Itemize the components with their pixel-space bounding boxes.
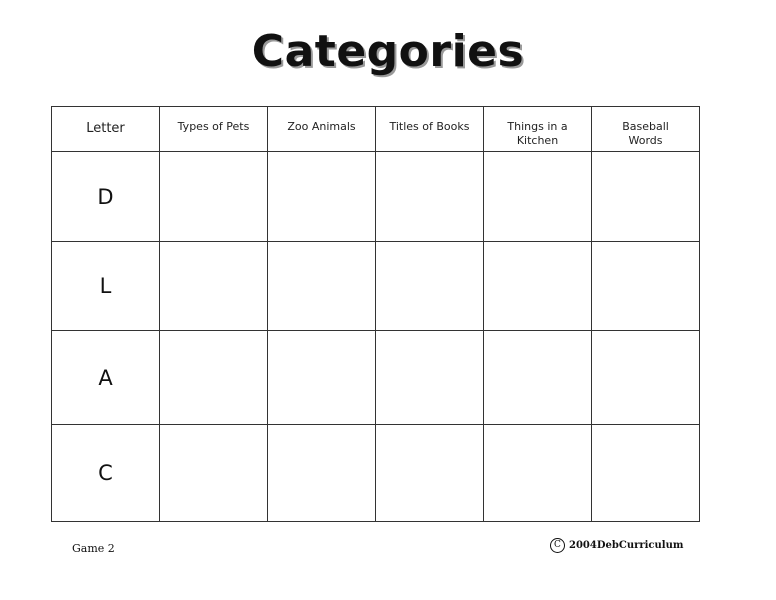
table-row — [52, 425, 700, 522]
answer-cell[interactable] — [376, 242, 484, 331]
header-zoo-animals: Zoo Animals — [268, 107, 376, 152]
answer-cell[interactable] — [592, 331, 700, 425]
letter-cell: C — [52, 425, 160, 522]
answer-cell[interactable] — [592, 425, 700, 522]
header-titles-of-books: Titles of Books — [376, 107, 484, 152]
answer-cell[interactable] — [484, 331, 592, 425]
answer-cell[interactable] — [484, 425, 592, 522]
answer-cell[interactable] — [160, 425, 268, 522]
categories-table — [51, 106, 700, 522]
answer-cell[interactable] — [592, 242, 700, 331]
answer-cell[interactable] — [376, 425, 484, 522]
header-baseball-words: Baseball Words — [592, 107, 700, 152]
answer-cell[interactable] — [160, 152, 268, 242]
answer-cell[interactable] — [160, 331, 268, 425]
table-row — [52, 152, 700, 242]
answer-cell[interactable] — [592, 152, 700, 242]
answer-cell[interactable] — [268, 331, 376, 425]
answer-cell[interactable] — [268, 152, 376, 242]
game-number: Game 2 — [72, 542, 115, 555]
letter-cell: D — [52, 152, 160, 242]
header-letter: Letter — [52, 107, 160, 152]
copyright-notice — [550, 538, 683, 553]
header-types-of-pets: Types of Pets — [160, 107, 268, 152]
answer-cell[interactable] — [160, 242, 268, 331]
answer-cell[interactable] — [268, 242, 376, 331]
table-row — [52, 242, 700, 331]
header-things-in-a-kitchen: Things in a Kitchen — [484, 107, 592, 152]
answer-cell[interactable] — [376, 152, 484, 242]
page-title: Categories — [251, 26, 525, 77]
answer-cell[interactable] — [484, 242, 592, 331]
letter-cell: L — [52, 242, 160, 331]
letter-cell: A — [52, 331, 160, 425]
copyright-icon: C — [550, 538, 565, 553]
answer-cell[interactable] — [484, 152, 592, 242]
answer-cell[interactable] — [268, 425, 376, 522]
header-row — [52, 107, 700, 152]
answer-cell[interactable] — [376, 331, 484, 425]
table-row — [52, 331, 700, 425]
copyright-text: 2004DebCurriculum — [569, 540, 684, 551]
